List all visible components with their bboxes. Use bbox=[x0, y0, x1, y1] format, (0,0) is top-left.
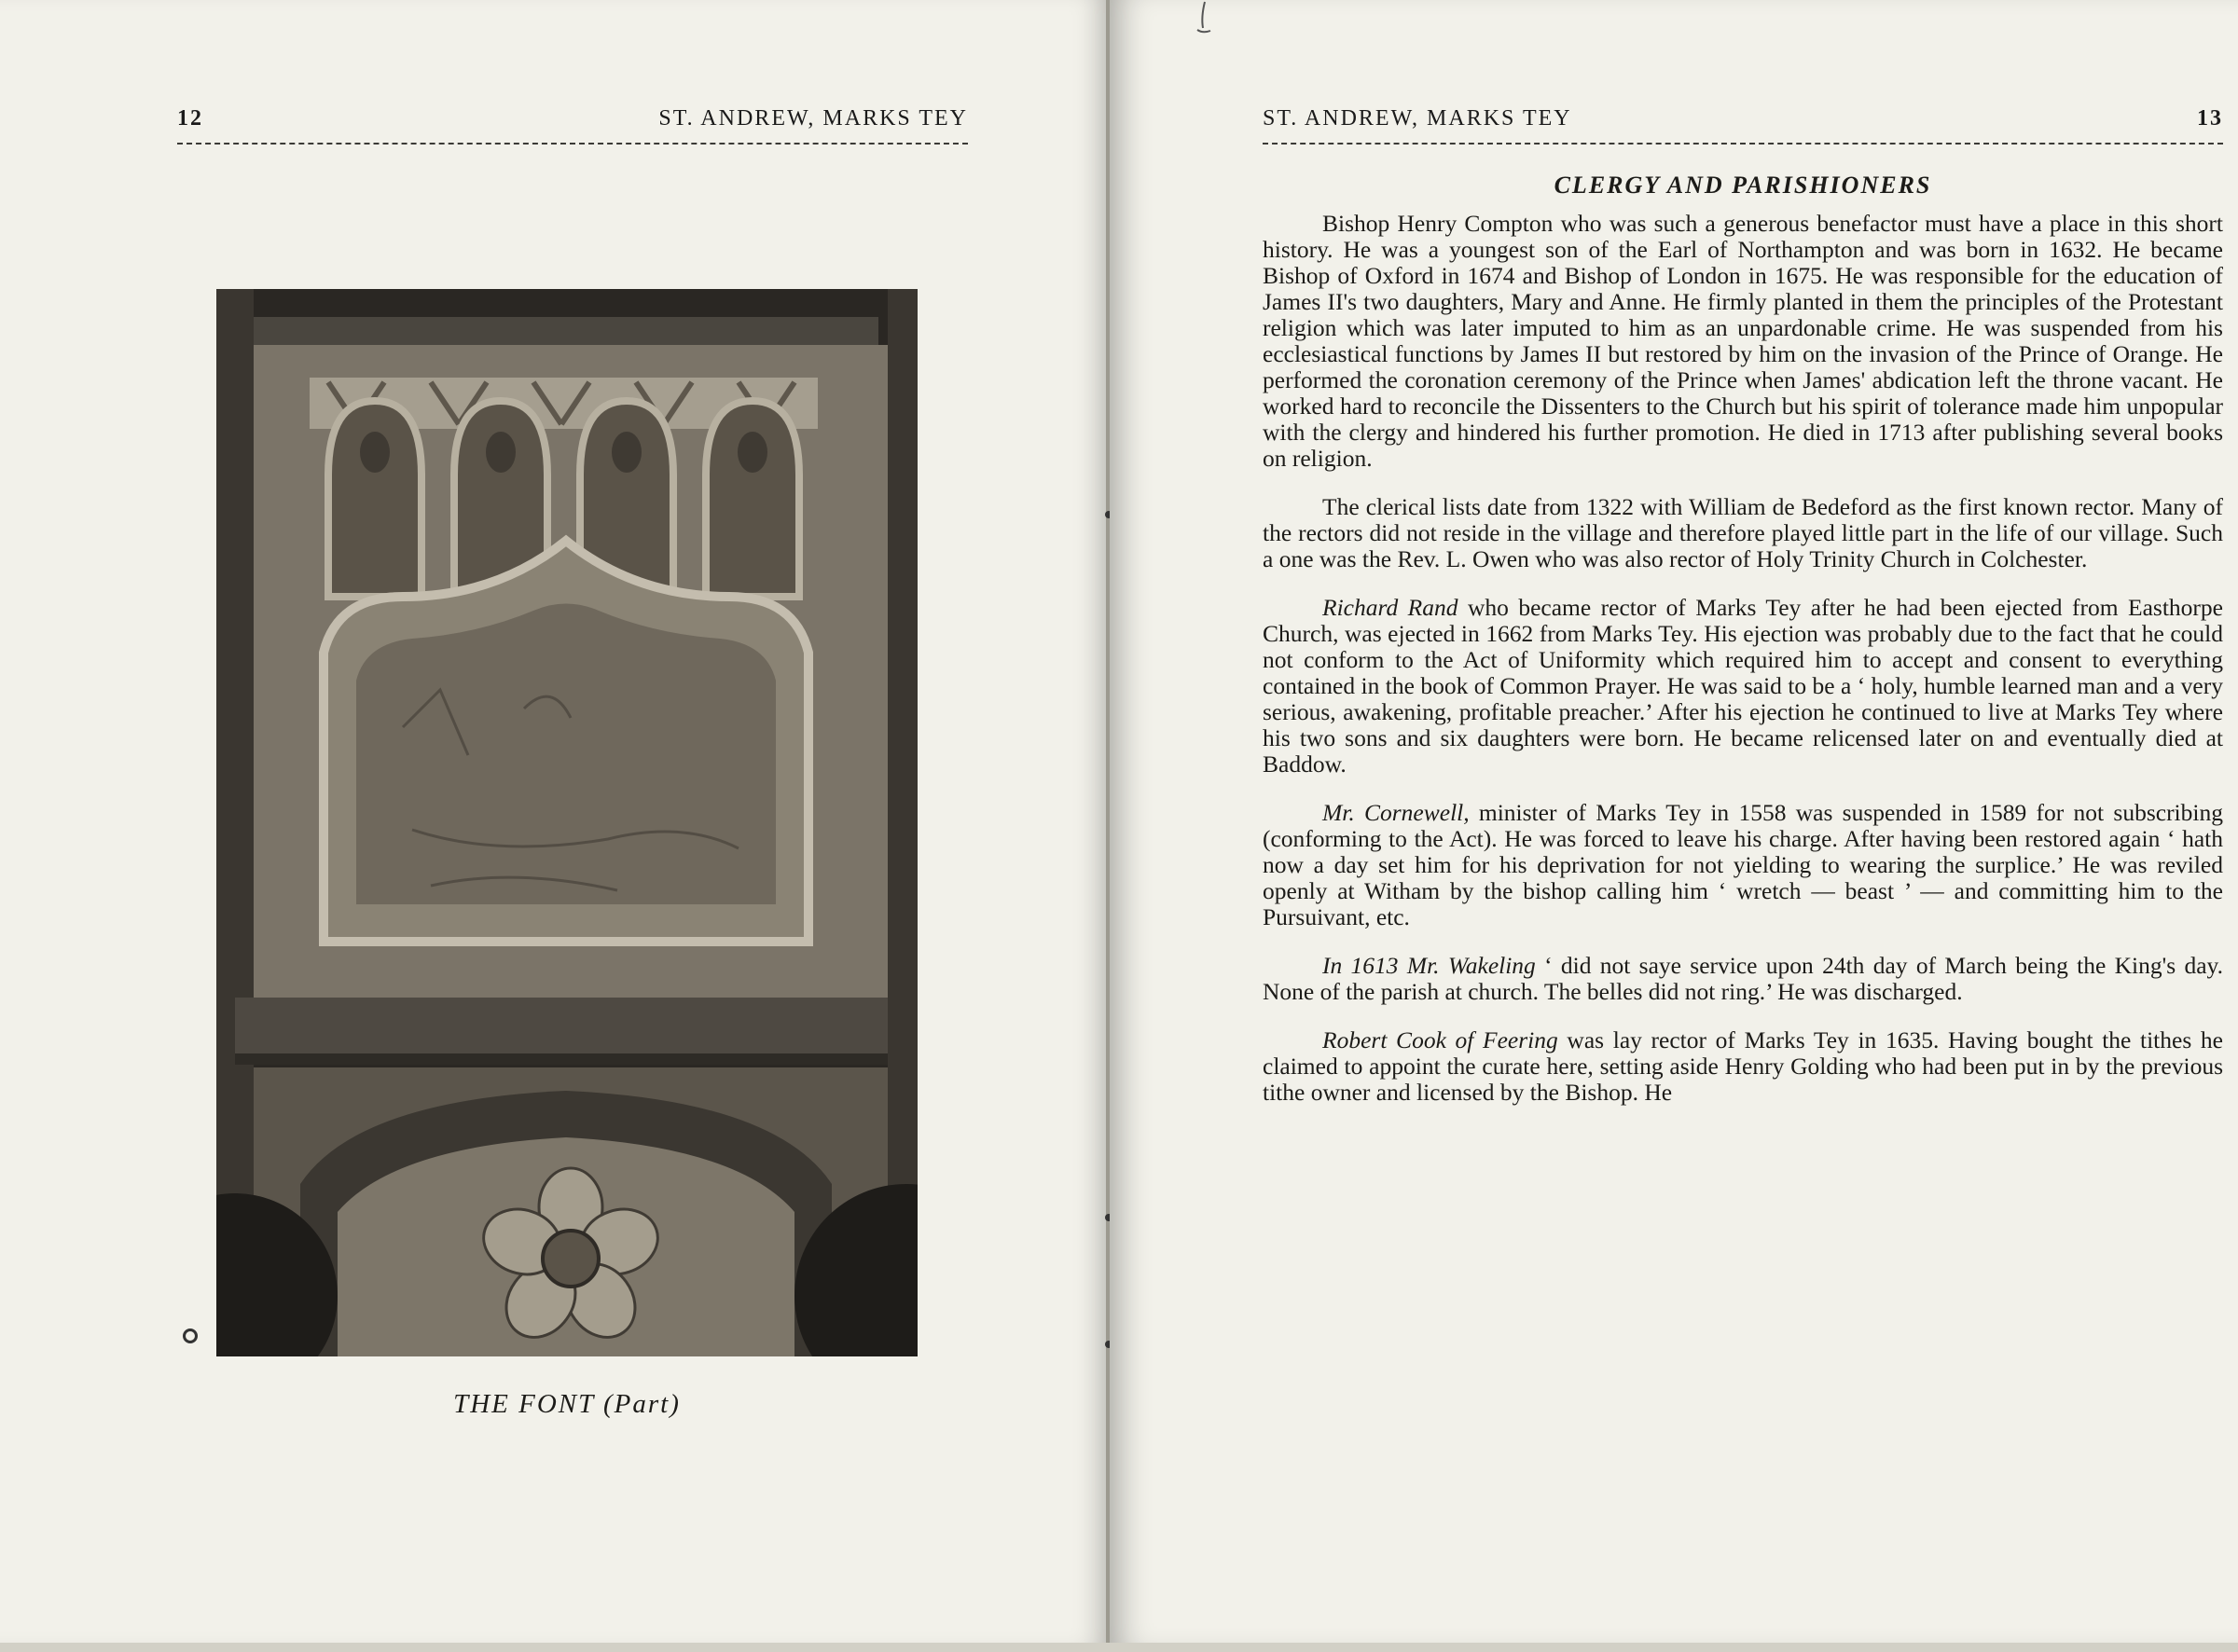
right-page bbox=[1110, 0, 2238, 1643]
paragraph-text: who became rector of Marks Tey after he had been ejected from Easthorpe Church, was ejected in 1662 from Marks Tey. His ejection was probably due to the fact that he could not conform to the Act of Uniformity which required him to accept and consent to everything contained in the book of Common Prayer. He was said to be a ‘ holy, humble learned man and a very serious, awakening, profitable preacher.’ After his ejection he continued to live at Marks Tey where his two sons and six daughters were born. He became relicensed later on and eventually died at Baddow. bbox=[1263, 594, 2223, 778]
paragraph-cook bbox=[1263, 1027, 2223, 1106]
right-running-head bbox=[1263, 106, 2223, 140]
paragraph-text: The clerical lists date from 1322 with William de Bedeford as the first known rector. Many of the rectors did not reside in the village and therefore played little part in the life of our village. Such a one was the Rev. L. Owen who was also rector of Holy Trinity Church in Colchester. bbox=[1263, 493, 2223, 572]
right-header-rule bbox=[1263, 143, 2223, 145]
paragraph-lead: In 1613 Mr. Wakeling bbox=[1322, 952, 1536, 979]
right-running-head-title: ST. ANDREW, MARKS TEY bbox=[1263, 106, 1572, 131]
page-bottom-edge bbox=[0, 1643, 2238, 1652]
paragraph-lead: Richard Rand bbox=[1322, 594, 1458, 621]
paragraph-text: ‘ did not saye service upon 24th day of March being the King's day. None of the parish at church. The belles did not ring.’ He was discharged. bbox=[1263, 952, 2223, 1005]
margin-mark bbox=[183, 1328, 198, 1343]
paragraph-compton bbox=[1263, 211, 2223, 472]
left-running-head-title: ST. ANDREW, MARKS TEY bbox=[658, 106, 968, 131]
paragraph-clerical-lists bbox=[1263, 494, 2223, 572]
left-running-head bbox=[177, 106, 968, 140]
body-text-column bbox=[1263, 172, 2223, 1106]
paragraph-text: minister of Marks Tey in 1558 was suspended in 1589 for not subscribing (conforming to the Act). He was forced to leave his charge. After having been restored again ‘ hath now a day set him for his deprivation for not yielding to wearing the surplice.’ He was reviled openly at Witham by the bishop calling him ‘ wretch — beast ’ — and committing him to the Pursuivant, etc. bbox=[1263, 799, 2223, 930]
paragraph-text: was lay rector of Marks Tey in 1635. Having bought the tithes he claimed to appoint the curate here, setting aside Henry Golding who had been put in by the previous tithe owner and licensed by the Bishop. He bbox=[1263, 1026, 2223, 1106]
left-header-rule bbox=[177, 143, 968, 145]
paragraph-lead: Mr. Cornewell, bbox=[1322, 799, 1470, 826]
section-title: CLERGY AND PARISHIONERS bbox=[1554, 172, 1932, 199]
paragraph-rand bbox=[1263, 595, 2223, 778]
paragraph-cornewell bbox=[1263, 800, 2223, 930]
right-page-number: 13 bbox=[2197, 106, 2223, 131]
paragraph-text: Bishop Henry Compton who was such a generous benefactor must have a place in this short history. He was a youngest son of the Earl of Northampton and was born in 1632. He became Bishop of Oxford in 1674 and Bishop of London in 1675. He was responsible for the education of James II's two daughters, Mary and Anne. He firmly planted in them the principles of the Protestant religion which was later imputed to him as an unpardonable crime. He was suspended from his ecclesiastical functions by James II but restored by him on the invasion of the Prince of Orange. He performed the coronation ceremony of the Prince when James' abdication left the throne vacant. He worked hard to reconcile the Dissenters to the Church but his spirit of tolerance made him unpopular with the clergy and hindered his further promotion. He died in 1713 after publishing several books on religion. bbox=[1263, 210, 2223, 472]
left-page-number: 12 bbox=[177, 106, 203, 131]
paragraph-lead: Robert Cook of Feering bbox=[1322, 1026, 1558, 1053]
paragraph-wakeling bbox=[1263, 953, 2223, 1005]
photo-caption: THE FONT (Part) bbox=[453, 1389, 681, 1419]
left-page bbox=[0, 0, 1108, 1643]
font-photo bbox=[216, 289, 918, 1356]
pencil-mark bbox=[1192, 0, 1214, 35]
